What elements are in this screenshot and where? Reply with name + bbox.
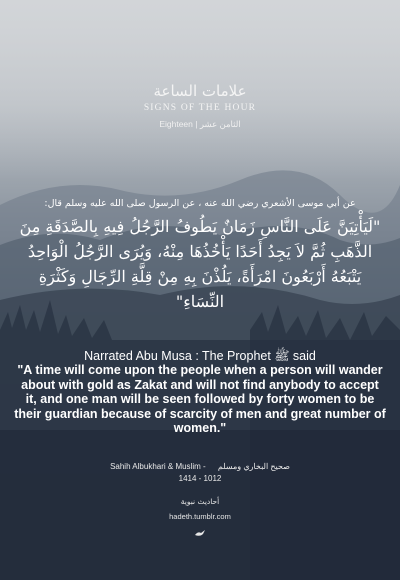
source-arabic: صحيح البخاري ومسلم [217, 462, 290, 471]
logo-english-title: SIGNS OF THE HOUR [143, 103, 257, 113]
footer-site-arabic: أحاديث نبوية [180, 497, 220, 506]
bird-logo-icon [194, 528, 206, 538]
source-numbers: 1414 - 1012 [178, 474, 222, 483]
footer-site-url[interactable]: hadeth.tumblr.com [169, 512, 231, 521]
hadith-number-label: Eighteen | الثامن عشر [159, 119, 241, 129]
english-hadith-text: "A time will come upon the people when a person will wander about with gold as Zakat and will not find anybody to accept it, and one man will be seen followed by forty women to be their guardian because of scarcity of men and great number of women." [14, 363, 386, 435]
arabic-hadith-text: "لَيَأْتِيَنَّ عَلَى النَّاسِ زَمَانٌ يَطُوفُ الرَّجُلُ فِيهِ بِالصَّدَقَةِ مِنَ الذَّهَبِ ثُمَّ لاَ يَجِدُ أَحَدًا يَأْخُذُهَا مِنْهُ، وَيُرَى الرَّجُلُ الْوَاحِدُ يَتْبَعُهُ أَرْبَعُونَ امْرَأَةً، يَلُذْنَ بِهِ مِنْ قِلَّةِ الرِّجَالِ وَكَثْرَةِ النِّسَاءِ" [19, 217, 381, 311]
source-english: Sahih Albukhari & Muslim - [110, 462, 206, 471]
logo-arabic-title: علامات الساعة [153, 82, 247, 100]
source-reference [0, 462, 400, 471]
narrator-line: Narrated Abu Musa : The Prophet ﷺ said [84, 349, 316, 363]
arabic-isnad: عن أبي موسى الأشعري رضي الله عنه ، عن الرسول صلى الله عليه وسلم قال: [44, 198, 356, 209]
